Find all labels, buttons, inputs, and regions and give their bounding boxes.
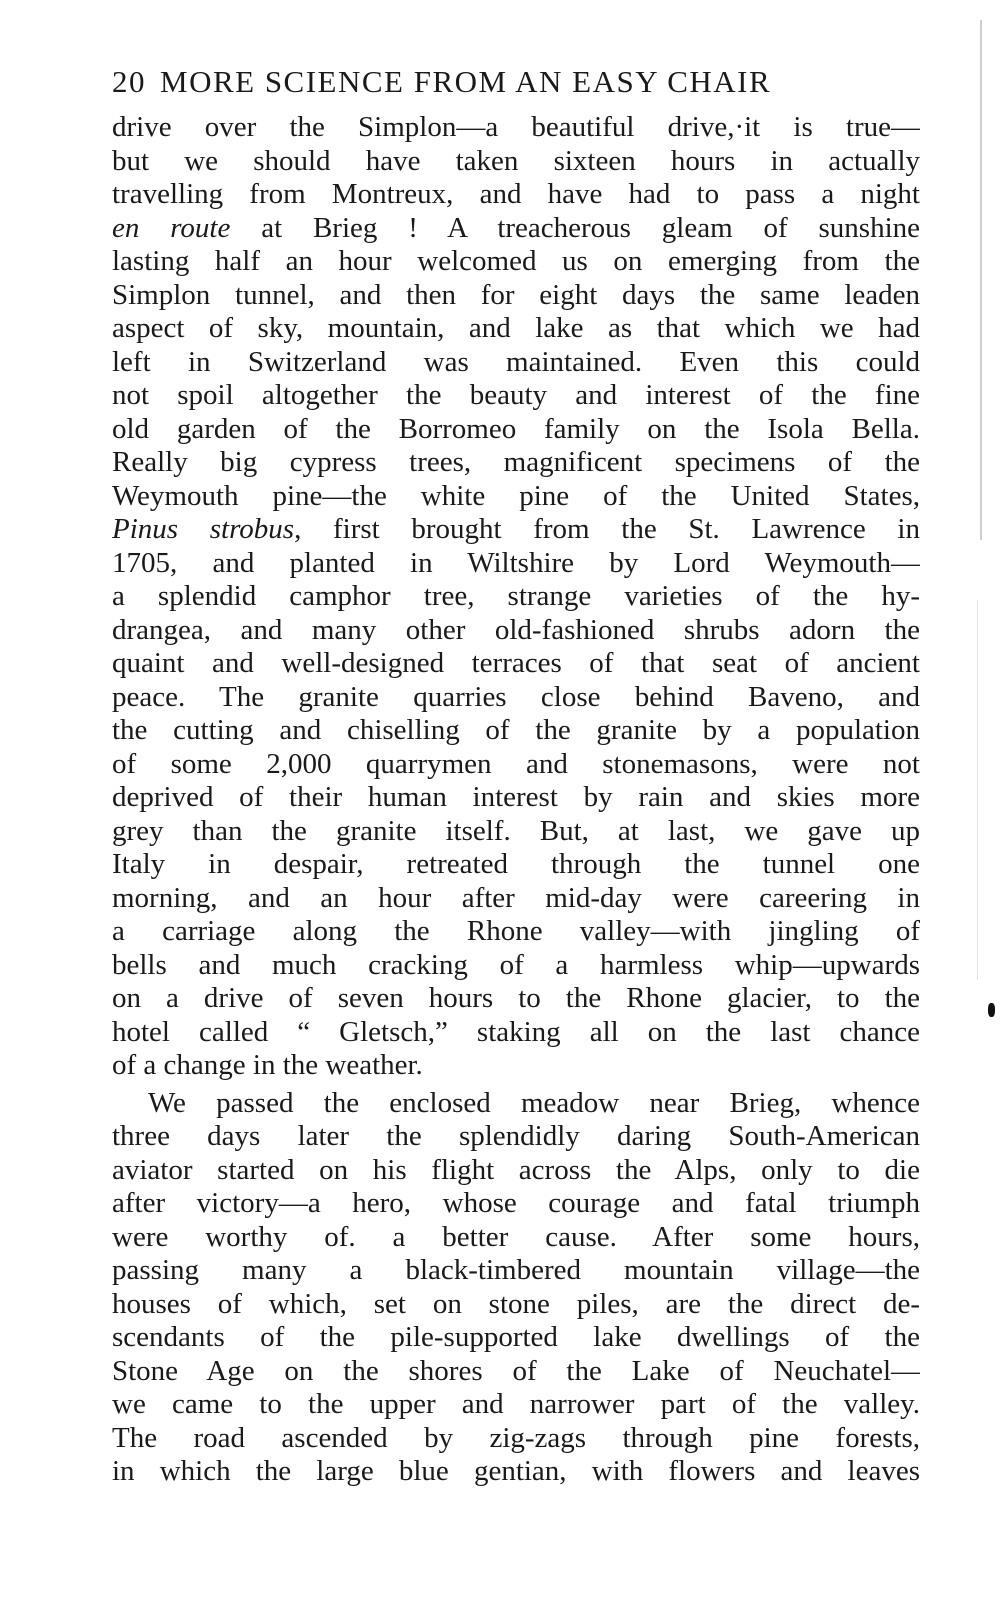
- text-line: [112, 212, 920, 246]
- text-line: three days later the splendidly daring South-American: [112, 1120, 920, 1152]
- text-line: we came to the upper and narrower part of the valley.: [112, 1388, 920, 1420]
- text-line: bells and much cracking of a harmless whip—upwards: [112, 948, 920, 981]
- text-line: on a drive of seven hours to the Rhone glacier, to the: [112, 982, 920, 1014]
- page-number: 20: [112, 64, 146, 99]
- text-line: Simplon tunnel, and then for eight days the same leaden: [112, 278, 920, 311]
- text-line: drive over the Simplon—a beautiful drive,·it is true—: [112, 111, 920, 143]
- text-line: a carriage along the Rhone valley—with jingling of: [112, 915, 920, 947]
- text-line: drangea, and many other old-fashioned shrubs adorn the: [112, 613, 920, 646]
- text-line: quaint and well-designed terraces of that seat of ancient: [112, 647, 920, 679]
- text-line: lasting half an hour welcomed us on emerging from the: [112, 245, 920, 277]
- text-line: scendants of the pile-supported lake dwellings of the: [112, 1321, 920, 1353]
- text-span: , first brought from the St. Lawrence in: [294, 513, 920, 545]
- text-line: but we should have taken sixteen hours in actually: [112, 144, 920, 177]
- text-line: hotel called “ Gletsch,” staking all on the last chance: [112, 1015, 920, 1048]
- text-line: grey than the granite itself. But, at last, we gave up: [112, 814, 920, 847]
- text-line: travelling from Montreux, and have had to pass a night: [112, 178, 920, 210]
- text-line: after victory—a hero, whose courage and fatal triumph: [112, 1187, 920, 1219]
- text-line: in which the large blue gentian, with flowers and leaves: [112, 1455, 920, 1487]
- text-line: The road ascended by zig-zags through pine forests,: [112, 1421, 920, 1454]
- text-line: Italy in despair, retreated through the tunnel one: [112, 848, 920, 880]
- running-title: MORE SCIENCE FROM AN EASY CHAIR: [160, 64, 772, 99]
- page-edge-shadow: [977, 600, 978, 980]
- text-line: 1705, and planted in Wiltshire by Lord Weymouth—: [112, 546, 920, 579]
- text-line: Weymouth pine—the white pine of the United States,: [112, 479, 920, 512]
- text-line: the cutting and chiselling of the granite by a population: [112, 714, 920, 746]
- text-line: morning, and an hour after mid-day were careering in: [112, 881, 920, 914]
- text-line: old garden of the Borromeo family on the Isola Bella.: [112, 412, 920, 445]
- page-edge-shadow: [980, 20, 982, 540]
- text-line: passing many a black-timbered mountain village—the: [112, 1254, 920, 1286]
- text-line: houses of which, set on stone piles, are the direct de-: [112, 1287, 920, 1320]
- body-text: [112, 111, 920, 1489]
- text-line: of some 2,000 quarrymen and stonemasons, were not: [112, 747, 920, 780]
- text-line: not spoil altogether the beauty and interest of the fine: [112, 379, 920, 411]
- text-line: [112, 513, 920, 547]
- text-line: a splendid camphor tree, strange varieties of the hy-: [112, 580, 920, 612]
- ink-spot: [988, 1003, 995, 1017]
- text-span: at Brieg ! A treacherous gleam of sunshine: [230, 211, 920, 244]
- text-line: aviator started on his flight across the Alps, only to die: [112, 1153, 920, 1186]
- text-line: were worthy of. a better cause. After some hours,: [112, 1220, 920, 1253]
- text-line: deprived of their human interest by rain and skies more: [112, 781, 920, 813]
- running-header: [112, 62, 920, 102]
- italic-phrase: Pinus strobus: [112, 513, 295, 545]
- text-line: peace. The granite quarries close behind Baveno, and: [112, 680, 920, 713]
- paragraph-start-line: We passed the enclosed meadow near Brieg, whence: [148, 1086, 920, 1119]
- text-line: Really big cypress trees, magnificent specimens of the: [112, 446, 920, 478]
- italic-phrase: en route: [112, 211, 231, 244]
- paragraph-end-line: of a change in the weather.: [112, 1049, 423, 1081]
- text-line: aspect of sky, mountain, and lake as that which we had: [112, 312, 920, 344]
- text-line: Stone Age on the shores of the Lake of Neuchatel—: [112, 1354, 920, 1387]
- text-line: left in Switzerland was maintained. Even this could: [112, 345, 920, 378]
